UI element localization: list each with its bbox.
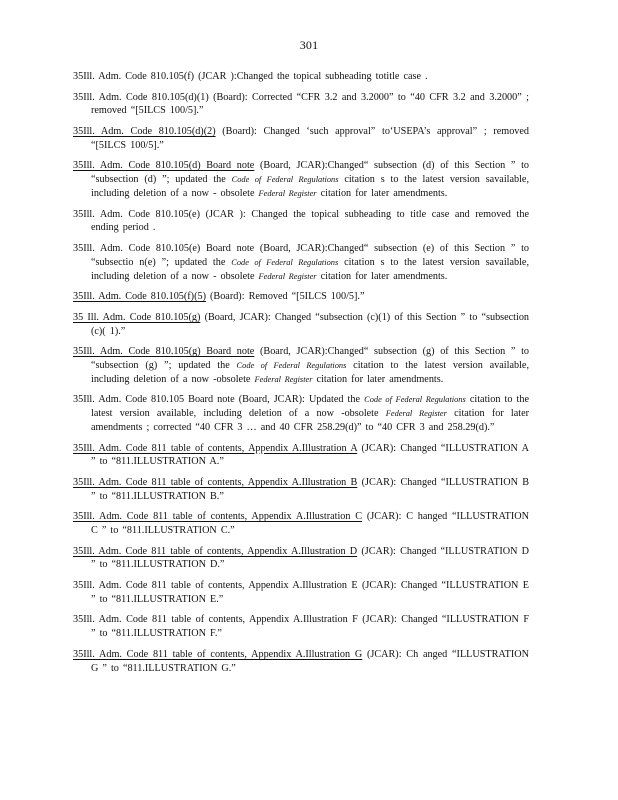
citation-underlined: 35Ill. Adm. Code 811 table of contents, Appendix A.Illustration B	[73, 476, 358, 488]
amendment-entry	[73, 159, 529, 200]
entry-text: citation for later amendments.	[316, 270, 448, 282]
italic-title: Federal Register	[254, 374, 313, 384]
italic-title: Code of Federal Regulations	[236, 360, 347, 370]
entry-text: citation to the latest version available, including deletion of a now -obsolete	[91, 359, 529, 385]
entry-text: 35Ill. Adm. Code 810.105 Board note (Board, JCAR): Updated the	[73, 394, 365, 406]
amendment-list	[73, 70, 529, 682]
italic-title: Federal Register	[258, 271, 317, 281]
amendment-entry	[73, 125, 529, 153]
entry-text: citation s to the latest version savailable, including deletion of a now - obsolete	[91, 256, 529, 282]
page-number: 301	[299, 38, 319, 52]
entry-text: (Board, JCAR):Changed“ subsection (d) of this Section ” to “subsection (d) ”; updated the	[91, 160, 530, 186]
amendment-entry	[73, 208, 529, 236]
amendment-entry	[73, 242, 529, 283]
entry-text: (Board): Removed “[5ILCS 100/5].”	[210, 291, 365, 303]
italic-title: Federal Register	[258, 188, 317, 198]
entry-text: 35Ill. Adm. Code 810.105(d)(1) (Board): Corrected “CFR 3.2 and 3.2000” to “40 CFR 3.2 and 3.2000” ; removed “[5ILCS 100/5].”	[73, 91, 529, 117]
citation-underlined: 35Ill. Adm. Code 811 table of contents, Appendix A.Illustration G	[73, 648, 363, 660]
amendment-entry	[73, 311, 529, 339]
entry-text: 35Ill. Adm. Code 810.105(e) (JCAR ): Changed the topical subheading to title case and removed the ending period .	[73, 208, 529, 234]
italic-title: Code of Federal Regulations	[231, 175, 339, 185]
citation-underlined: 35Ill. Adm. Code 810.105(g) Board note	[73, 346, 255, 358]
entry-text: 35Ill. Adm. Code 810.105(e) Board note (Board, JCAR):Changed“ subsection (e) of this Section ” to “subsectio n(e) ”; updated the	[73, 242, 529, 268]
entry-text: citation to the latest version available, including deletion of a now -obsolete	[91, 394, 529, 420]
citation-underlined: 35Ill. Adm. Code 810.105(f)(5)	[73, 291, 206, 303]
citation-underlined: 35Ill. Adm. Code 810.105(d)(2)	[73, 125, 216, 137]
citation-underlined: 35Ill. Adm. Code 811 table of contents, Appendix A.Illustration D	[73, 545, 358, 557]
entry-text: citation for later amendments.	[316, 187, 448, 199]
amendment-entry	[73, 393, 529, 434]
amendment-entry	[73, 290, 529, 304]
entry-text: (Board, JCAR): Changed “subsection (c)(1) of this Section ” to “subsection (c)( 1).”	[91, 311, 530, 337]
amendment-entry	[73, 442, 529, 470]
entry-text: (JCAR): Changed “ILLUSTRATION D ” to “811.ILLUSTRATION D.”	[91, 545, 529, 571]
entry-text: (JCAR): C hanged “ILLUSTRATION C ” to “811.ILLUSTRATION C.”	[91, 511, 529, 537]
amendment-entry	[73, 613, 529, 641]
entry-text: 35Ill. Adm. Code 811 table of contents, Appendix A.Illustration F (JCAR): Changed “ILLUSTRATION F ” to “811.ILLUSTRATION F.”	[73, 614, 529, 640]
entry-text: (JCAR): Changed “ILLUSTRATION B ” to “811.ILLUSTRATION B.”	[91, 476, 530, 502]
citation-underlined: 35Ill. Adm. Code 810.105(d) Board note	[73, 160, 255, 172]
amendment-entry	[73, 648, 529, 676]
entry-text: (Board, JCAR):Changed“ subsection (g) of this Section ” to “subsection (g) ”; updated the	[91, 346, 530, 371]
amendment-entry	[73, 91, 529, 119]
amendment-entry	[73, 70, 529, 84]
citation-underlined: 35 Ill. Adm. Code 810.105(g)	[73, 311, 201, 323]
entry-text: citation for later amendments ; corrected “40 CFR 3 … and 40 CFR 258.29(d)” to “40 CFR 3 and 258.29(d).”	[91, 408, 530, 433]
amendment-entry	[73, 579, 529, 607]
citation-underlined: 35Ill. Adm. Code 811 table of contents, Appendix A.Illustration C	[73, 511, 363, 523]
amendment-entry	[73, 345, 529, 386]
amendment-entry	[73, 476, 529, 504]
entry-text: 35Ill. Adm. Code 811 table of contents, Appendix A.Illustration E (JCAR): Changed “ILLUSTRATION E ” to “811.ILLUSTRATION E.”	[73, 580, 529, 605]
italic-title: Federal Register	[385, 409, 447, 419]
entry-text: citation s to the latest version savailable, including deletion of a now - obsolete	[91, 174, 529, 199]
citation-underlined: 35Ill. Adm. Code 811 table of contents, Appendix A.Illustration A	[73, 442, 358, 454]
entry-text: 35Ill. Adm. Code 810.105(f) (JCAR ):Changed the topical subheading totitle case .	[73, 71, 428, 82]
entry-text: (Board): Changed ‘such approval” to‘USEPA’s approval” ; removed “[5ILCS 100/5].”	[91, 125, 529, 151]
entry-text: (JCAR): Ch anged “ILLUSTRATION G ” to “811.ILLUSTRATION G.”	[91, 648, 529, 674]
amendment-entry	[73, 545, 529, 573]
amendment-entry	[73, 510, 529, 538]
entry-text: (JCAR): Changed “ILLUSTRATION A ” to “811.ILLUSTRATION A.”	[91, 442, 529, 468]
italic-title: Code of Federal Regulations	[231, 257, 339, 267]
entry-text: citation for later amendments.	[312, 373, 444, 385]
italic-title: Code of Federal Regulations	[364, 395, 466, 405]
